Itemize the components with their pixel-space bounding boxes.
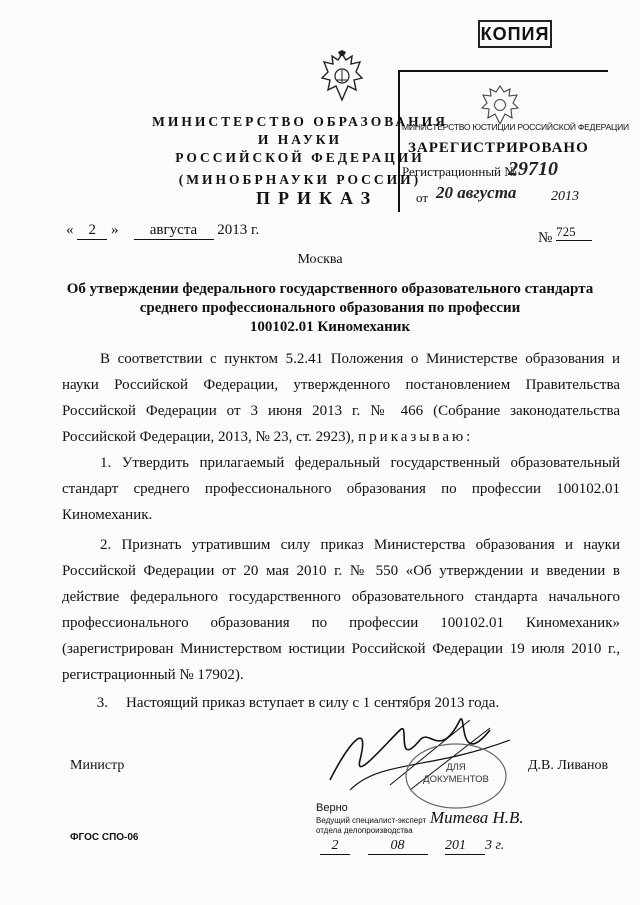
registration-date-value: 20 августа <box>436 183 517 202</box>
registration-date-year: 2013 <box>551 189 579 204</box>
heading-line3: 100102.01 Киномеханик <box>249 319 411 335</box>
order-day: 2 <box>77 222 107 240</box>
order-title: ПРИКАЗ <box>256 188 379 208</box>
document-heading <box>60 280 600 337</box>
certification-verno: Верно <box>316 802 348 814</box>
registration-number-label: Регистрационный № <box>402 164 517 179</box>
paragraph-item-2: 2. Признать утратившим силу приказ Министерства образования и науки Российской Федерации от 20 мая 2010 г. № 550 «Об утверждении и введении в действие федерального государственного образовательного стандарта начального профессионального образования по профессии 100102.01 Киномеханик» (зарегистрирован Министерством юстиции Российской Федерации 19 июля 2010 г., регистрационный № 17902). <box>62 537 620 683</box>
cert-day: 2 <box>320 838 350 855</box>
order-date <box>66 222 259 240</box>
certification-department: отдела делопроизводства <box>316 826 413 835</box>
registration-title: ЗАРЕГИСТРИРОВАНО <box>408 140 589 156</box>
order-word: приказываю: <box>358 429 474 445</box>
cert-year-prefix: 201 <box>445 838 485 855</box>
heading-line2: среднего профессионального образования по профессии <box>139 300 521 316</box>
ministry-line1: МИНИСТЕРСТВО ОБРАЗОВАНИЯ И НАУКИ <box>152 114 448 147</box>
order-month: августа <box>134 222 214 240</box>
copy-stamp: КОПИЯ <box>478 20 552 48</box>
order-number-label: № <box>538 230 553 246</box>
item-3-number: 3. <box>96 695 108 711</box>
coat-of-arms-icon <box>318 50 366 104</box>
seal-line1: ДЛЯ <box>446 762 466 773</box>
paragraph-preamble <box>62 346 620 450</box>
preamble-text: В соответствии с пунктом 5.2.41 Положения о Министерстве образования и науки Российской Федерации, утвержденного постановлением Правительства Российской Федерации от 3 июня 2013 г. № 466 (Собрание законодательства Российской Федерации, 2013, № 23, ст. 2923), <box>62 351 620 445</box>
heading-line1: Об утверждении федерального государственного образовательного стандарта <box>66 281 594 297</box>
cert-month: 08 <box>368 838 428 855</box>
order-city: Москва <box>297 252 343 267</box>
registration-justice-label: МИНИСТЕРСТВО ЮСТИЦИИ РОССИЙСКОЙ ФЕДЕРАЦИИ <box>402 122 629 132</box>
registration-number-value: 29710 <box>508 158 558 180</box>
quote-open: « <box>66 222 74 238</box>
signer-role: Министр <box>70 758 125 773</box>
quote-close: » <box>111 222 119 238</box>
item-3-text: Настоящий приказ вступает в силу с 1 сентября 2013 года. <box>126 695 500 711</box>
footer-code: ФГОС СПО-06 <box>70 832 139 843</box>
seal-line2: ДОКУМЕНТОВ <box>423 774 489 785</box>
order-number-value: 725 <box>556 224 592 241</box>
certification-date <box>320 838 504 855</box>
registration-date-label: от <box>416 190 429 205</box>
order-number <box>538 224 592 247</box>
signer-name: Д.В. Ливанов <box>528 758 609 773</box>
registration-emblem-icon <box>478 82 522 126</box>
certification-position: Ведущий специалист-эксперт <box>316 816 427 825</box>
seal-text <box>416 762 496 786</box>
paragraph-item-1: 1. Утвердить прилагаемый федеральный государственный образовательный стандарт среднего профессионального образования по профессии 100102.01 Киномеханик. <box>62 455 620 523</box>
ministry-short: (МИНОБРНАУКИ РОССИИ) <box>178 172 422 187</box>
cert-year-suffix: 3 г. <box>485 838 505 853</box>
ministry-line2: РОССИЙСКОЙ ФЕДЕРАЦИИ <box>175 150 425 165</box>
certification-handwritten-name: Митева Н.В. <box>430 808 524 827</box>
order-year: 2013 г. <box>217 222 260 238</box>
